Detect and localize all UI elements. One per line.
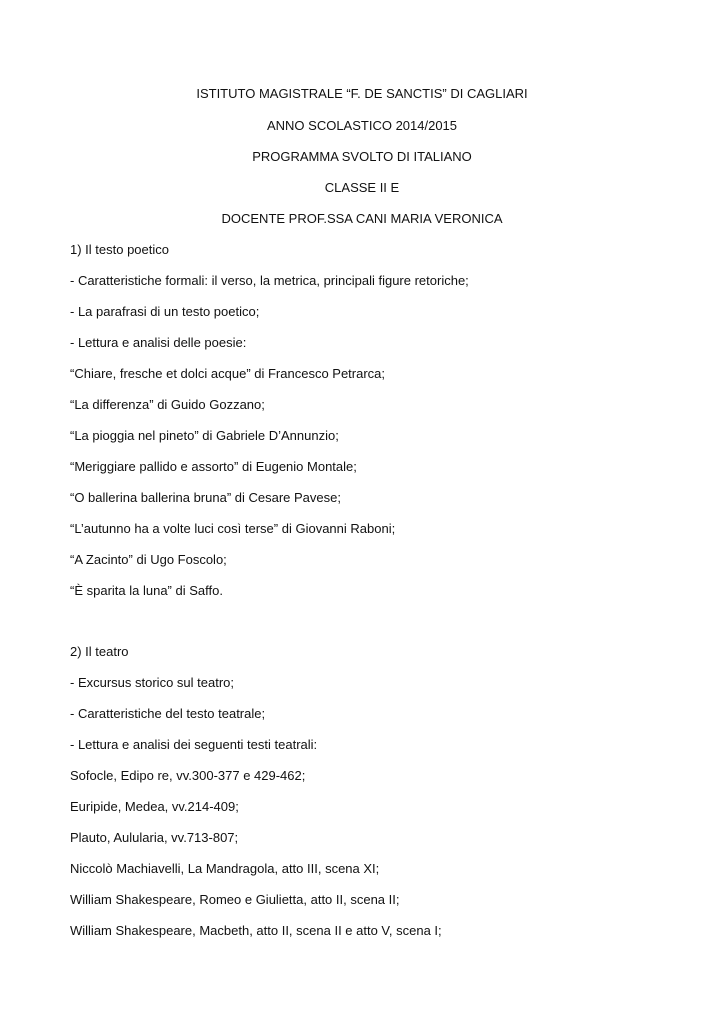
list-item: “L’autunno ha a volte luci così terse” di Giovanni Raboni; bbox=[70, 521, 396, 536]
list-item: - Caratteristiche formali: il verso, la metrica, principali figure retoriche; bbox=[70, 273, 469, 288]
list-item: “Meriggiare pallido e assorto” di Eugenio Montale; bbox=[70, 459, 357, 474]
list-item: Euripide, Medea, vv.214-409; bbox=[70, 799, 239, 814]
list-item: - Excursus storico sul teatro; bbox=[70, 675, 234, 690]
list-item: - Lettura e analisi delle poesie: bbox=[70, 335, 247, 350]
list-item: - Lettura e analisi dei seguenti testi teatrali: bbox=[70, 737, 318, 752]
list-item: William Shakespeare, Romeo e Giulietta, atto II, scena II; bbox=[70, 892, 400, 907]
list-item: - La parafrasi di un testo poetico; bbox=[70, 304, 260, 319]
list-item: “È sparita la luna” di Saffo. bbox=[70, 583, 223, 598]
list-item: “La differenza” di Guido Gozzano; bbox=[70, 397, 265, 412]
teacher-label: DOCENTE PROF.SSA CANI MARIA VERONICA bbox=[221, 211, 503, 226]
section-title-poetry: 1) Il testo poetico bbox=[70, 242, 169, 257]
list-item: - Caratteristiche del testo teatrale; bbox=[70, 706, 266, 721]
institute-heading: ISTITUTO MAGISTRALE “F. DE SANCTIS” DI CAGLIARI bbox=[196, 86, 528, 101]
list-item: “La pioggia nel pineto” di Gabriele D’Annunzio; bbox=[70, 428, 339, 443]
list-item: Plauto, Aulularia, vv.713-807; bbox=[70, 830, 239, 845]
section-title-theatre: 2) Il teatro bbox=[70, 644, 129, 659]
list-item: “O ballerina ballerina bruna” di Cesare Pavese; bbox=[70, 490, 341, 505]
class-label: CLASSE II E bbox=[324, 180, 400, 195]
school-year: ANNO SCOLASTICO 2014/2015 bbox=[266, 118, 458, 133]
list-item: Niccolò Machiavelli, La Mandragola, atto III, scena XI; bbox=[70, 861, 380, 876]
list-item: “A Zacinto” di Ugo Foscolo; bbox=[70, 552, 227, 567]
list-item: “Chiare, fresche et dolci acque” di Francesco Petrarca; bbox=[70, 366, 386, 381]
list-item: Sofocle, Edipo re, vv.300-377 e 429-462; bbox=[70, 768, 306, 783]
list-item: William Shakespeare, Macbeth, atto II, scena II e atto V, scena I; bbox=[70, 923, 442, 938]
program-title: PROGRAMMA SVOLTO DI ITALIANO bbox=[252, 149, 472, 164]
